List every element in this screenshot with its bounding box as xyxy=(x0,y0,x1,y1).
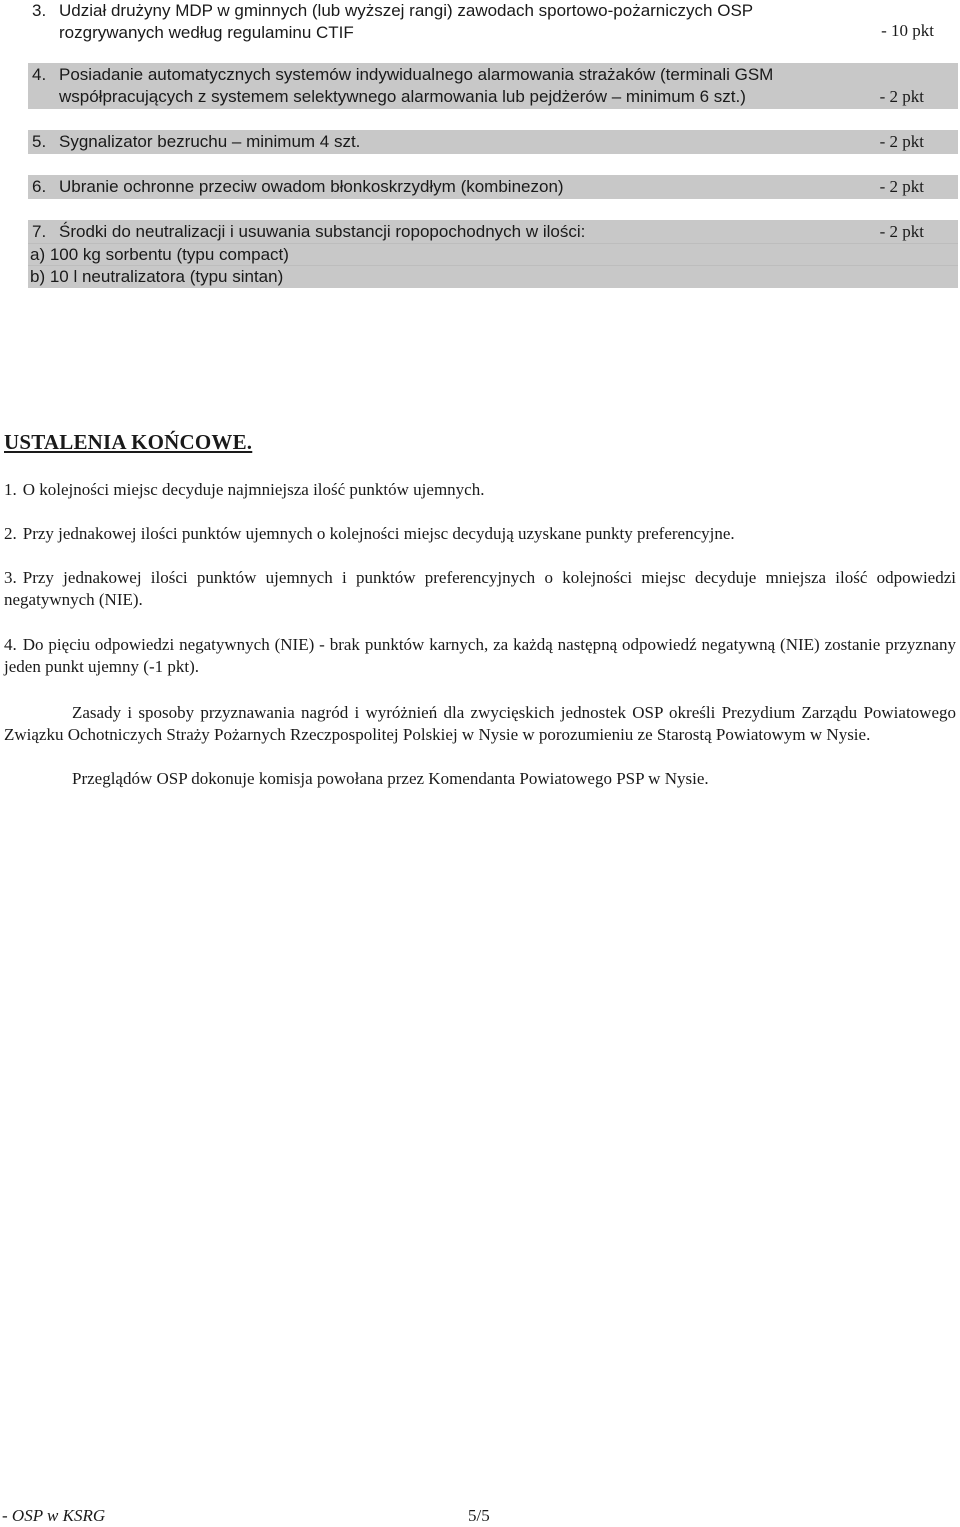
page-number: 5/5 xyxy=(468,1506,490,1525)
criterion-text: Sygnalizator bezruchu – minimum 4 szt. xyxy=(59,132,361,151)
criterion-points: - 10 pkt xyxy=(881,21,934,40)
criterion-number: 5. xyxy=(32,132,47,151)
criterion-points: - 2 pkt xyxy=(879,222,924,241)
criterion-text: Ubranie ochronne przeciw owadom błonkoskrzydłym (kombinezon) xyxy=(59,177,564,196)
criterion-points: - 2 pkt xyxy=(879,132,924,151)
item-number: 4. xyxy=(4,635,17,654)
item-number: 3. xyxy=(4,568,17,587)
criterion-number: 7. xyxy=(32,222,47,241)
item-number: 1. xyxy=(4,480,17,499)
criterion-text: Udział drużyny MDP w gminnych (lub wyższej rangi) zawodach sportowo-pożarniczych OSP rozgrywanych według regulaminu CTIF xyxy=(59,1,753,42)
criterion-row xyxy=(28,220,958,288)
criterion-number: 6. xyxy=(32,177,47,196)
final-item xyxy=(4,479,956,501)
final-item xyxy=(4,634,956,678)
section-heading: USTALENIA KOŃCOWE. xyxy=(4,430,253,454)
criterion-number: 3. xyxy=(32,1,47,20)
item-text: Przy jednakowej ilości punktów ujemnych i punktów preferencyjnych o kolejności miejsc decyduje mniejsza ilość odpowiedzi negatywnych (NIE). xyxy=(4,568,956,609)
criterion-points: - 2 pkt xyxy=(879,87,924,106)
item-text: O kolejności miejsc decyduje najmniejsza ilość punktów ujemnych. xyxy=(22,480,485,499)
closing-paragraph: Przeglądów OSP dokonuje komisja powołana przez Komendanta Powiatowego PSP w Nysie. xyxy=(72,769,709,788)
final-item xyxy=(4,523,956,545)
criterion-row xyxy=(28,0,958,44)
criterion-text: Środki do neutralizacji i usuwania substancji ropopochodnych w ilości: xyxy=(59,222,586,241)
criterion-text: Posiadanie automatycznych systemów indywidualnego alarmowania strażaków (terminali GSM współpracujących z systemem selektywnego alarmowania lub pejdżerów – minimum 6 szt.) xyxy=(59,65,774,106)
criterion-number: 4. xyxy=(32,65,47,84)
criterion-subitem: b) 10 l neutralizatora (typu sintan) xyxy=(30,267,284,286)
criterion-subitem: a) 100 kg sorbentu (typu compact) xyxy=(30,245,289,264)
item-number: 2. xyxy=(4,524,17,543)
final-item xyxy=(4,567,956,611)
criterion-points: - 2 pkt xyxy=(879,177,924,196)
criterion-row xyxy=(28,175,958,199)
criterion-row xyxy=(28,63,958,109)
criterion-row xyxy=(28,130,958,154)
closing-paragraph: Zasady i sposoby przyznawania nagród i wyróżnień dla zwycięskich jednostek OSP określi Prezydium Zarządu Powiatowego Związku Ochotniczych Straży Pożarnych Rzeczpospolitej Polskiej w Nysie w porozumieniu ze Starostą Powiatowym w Nysie. xyxy=(4,703,956,744)
footer-label: - OSP w KSRG xyxy=(2,1506,106,1525)
item-text: Do pięciu odpowiedzi negatywnych (NIE) - brak punktów karnych, za każdą następną odpowiedź negatywną (NIE) zostanie przyznany jeden punkt ujemny (-1 pkt). xyxy=(4,635,956,676)
item-text: Przy jednakowej ilości punktów ujemnych o kolejności miejsc decydują uzyskane punkty preferencyjne. xyxy=(22,524,735,543)
